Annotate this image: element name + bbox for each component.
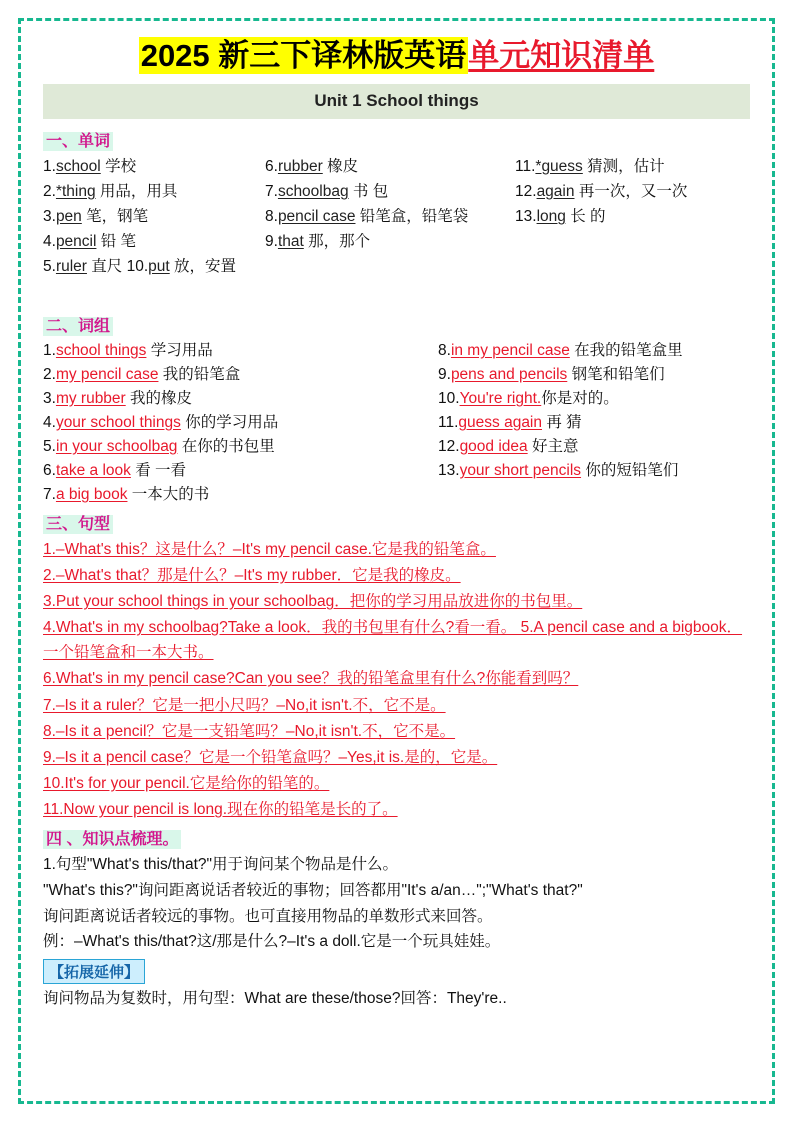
unit-subtitle: Unit 1 School things	[43, 84, 750, 119]
phrase-cn: 我的铅笔盒	[162, 365, 241, 383]
section-heading-notes	[43, 826, 750, 849]
word-cell	[43, 229, 265, 254]
phrase-cn: 你的短铅笔们	[585, 461, 679, 479]
word-cn: 书 包	[352, 182, 389, 200]
phrase-item	[438, 435, 750, 459]
word-cn: 铅 笔	[100, 233, 137, 251]
phrase-en: school things	[55, 341, 147, 359]
word-en: rubber	[277, 157, 323, 175]
word-number: 8.	[265, 207, 278, 225]
phrase-cn: 再 猜	[546, 413, 582, 431]
sentence-item: 6.What's in my pencil case?Can you see？我的铅笔盒里有什么?你能看到吗？	[43, 670, 579, 688]
phrase-cn: 在你的书包里	[181, 437, 275, 455]
phrase-item	[438, 411, 750, 435]
sentence-item: 3.Put your school things in your schoolbag．把你的学习用品放进你的书包里。	[43, 593, 583, 611]
word-en: pencil case	[277, 207, 356, 225]
phrase-item	[43, 339, 438, 363]
word-en: schoolbag	[277, 182, 349, 200]
phrase-item	[43, 459, 438, 483]
word-en: school	[55, 157, 101, 175]
word-number: 10.	[126, 258, 149, 276]
phrase-en: a big book	[55, 485, 128, 503]
note-item: 例：–What's this/that?这/那是什么?–It's a doll.它是一个玩具娃娃。	[43, 933, 501, 951]
page-content	[43, 37, 750, 1091]
word-cell	[265, 204, 515, 229]
word-cn: 直尺	[91, 258, 123, 276]
word-list	[43, 154, 750, 309]
sentence-item: 1.–What's this？这是什么？–It's my pencil case.它是我的铅笔盒。	[43, 540, 496, 558]
sentence-item: 4.What's in my schoolbag?Take a look．我的书包里有什么?看一看。 5.A pencil case and a bigbook．一个铅笔盒和一本大书。	[43, 619, 743, 662]
extend-text: 询问物品为复数时，用句型：What are these/those?回答：They're..	[43, 989, 507, 1007]
phrase-number: 8.	[438, 341, 451, 359]
section-heading-phrases-label: 二、词组	[43, 317, 113, 336]
sentence-item: 9.–Is it a pencil case？它是一个铅笔盒吗？–Yes,it is.是的，它是。	[43, 748, 498, 766]
phrase-list	[43, 339, 750, 507]
phrase-en: your school things	[55, 413, 181, 431]
phrase-item	[43, 435, 438, 459]
word-cn: 橡皮	[327, 157, 359, 175]
word-row	[43, 229, 750, 254]
phrase-number: 6.	[43, 461, 56, 479]
note-item: 询问距离说话者较远的事物。也可直接用物品的单数形式来回答。	[43, 907, 493, 925]
phrase-number: 13.	[438, 461, 460, 479]
phrase-item	[438, 363, 750, 387]
phrase-number: 11.	[438, 413, 459, 431]
word-en: pen	[55, 207, 82, 225]
word-en: pencil	[55, 233, 97, 251]
phrase-number: 9.	[438, 365, 451, 383]
phrase-cn: 钢笔和铅笔们	[571, 365, 665, 383]
word-row	[43, 179, 750, 204]
phrase-number: 1.	[43, 341, 56, 359]
word-cell	[43, 254, 265, 279]
phrase-en: You're right.	[459, 389, 542, 407]
phrase-item	[43, 483, 438, 507]
title-red: 单元知识清单	[468, 38, 655, 73]
phrase-en: my rubber	[55, 389, 126, 407]
sentence-item: 2.–What's that？那是什么？–It's my rubber．它是我的橡皮。	[43, 566, 461, 584]
word-cn: 再一次，又一次	[578, 182, 688, 200]
note-item: "What's this?"询问距离说话者较近的事物；回答都用"It's a/an…";"What's that?"	[43, 881, 583, 899]
phrase-cn: 你的学习用品	[185, 413, 279, 431]
page-border	[18, 18, 775, 1104]
word-cn: 猜测，估计	[587, 157, 665, 175]
phrase-en: your short pencils	[459, 461, 582, 479]
word-cn: 长 的	[570, 207, 606, 225]
word-cell	[265, 229, 515, 254]
notes-list	[43, 852, 750, 955]
word-cn: 学校	[105, 157, 137, 175]
phrase-number: 2.	[43, 365, 56, 383]
word-cell	[43, 204, 265, 229]
sentence-item: 11.Now your pencil is long.现在你的铅笔是长的了。	[43, 800, 398, 818]
phrase-number: 3.	[43, 389, 56, 407]
phrase-en: in my pencil case	[450, 341, 570, 359]
sentence-item: 8.–Is it a pencil？它是一支铅笔吗？–No,it isn't.不，它不是。	[43, 722, 456, 740]
section-heading-notes-label: 四 、知识点梳理。	[43, 830, 181, 849]
phrase-column-left	[43, 339, 438, 507]
phrase-en: my pencil case	[55, 365, 159, 383]
phrase-cn: 你是对的。	[541, 389, 619, 407]
section-heading-sentences	[43, 511, 750, 534]
word-en: put	[148, 258, 170, 276]
word-number: 11.	[515, 157, 536, 175]
phrase-number: 7.	[43, 485, 56, 503]
section-heading-phrases	[43, 313, 750, 336]
word-cell	[265, 179, 515, 204]
word-en: *guess	[535, 157, 583, 175]
word-number: 4.	[43, 233, 56, 251]
word-number: 3.	[43, 207, 56, 225]
phrase-cn: 一本大的书	[131, 485, 210, 503]
phrase-number: 10.	[438, 389, 460, 407]
word-number: 12.	[515, 182, 537, 200]
word-cell	[515, 229, 750, 254]
phrase-number: 5.	[43, 437, 56, 455]
phrase-item	[438, 339, 750, 363]
word-cell	[515, 254, 750, 279]
word-en: that	[277, 233, 304, 251]
word-en: again	[536, 182, 575, 200]
phrase-en: pens and pencils	[450, 365, 568, 383]
word-cn: 用品，用具	[99, 182, 178, 200]
extend-tag-wrap	[43, 955, 750, 986]
word-cn: 那，那个	[308, 233, 371, 251]
word-row	[43, 254, 750, 279]
phrase-en: in your schoolbag	[55, 437, 178, 455]
phrase-cn: 好主意	[531, 437, 579, 455]
note-item: 1.句型"What's this/that?"用于询问某个物品是什么。	[43, 856, 399, 874]
word-number: 9.	[265, 233, 278, 251]
word-cn: 放，安置	[174, 258, 237, 276]
phrase-item	[43, 387, 438, 411]
word-en: *thing	[55, 182, 96, 200]
word-cn: 铅笔盒，铅笔袋	[359, 207, 469, 225]
phrase-en: guess again	[458, 413, 542, 431]
section-heading-sentences-label: 三、句型	[43, 515, 113, 534]
phrase-number: 12.	[438, 437, 460, 455]
sentence-item: 10.It's for your pencil.它是给你的铅笔的。	[43, 774, 330, 792]
word-number: 7.	[265, 182, 278, 200]
word-cell	[515, 154, 750, 179]
word-number: 2.	[43, 182, 56, 200]
phrase-cn: 我的橡皮	[130, 389, 193, 407]
page-title	[43, 37, 750, 76]
word-row	[43, 154, 750, 179]
word-cell	[265, 154, 515, 179]
word-number: 6.	[265, 157, 278, 175]
word-cell	[515, 179, 750, 204]
word-en: long	[536, 207, 566, 225]
word-cell	[515, 204, 750, 229]
phrase-en: take a look	[55, 461, 131, 479]
phrase-en: good idea	[459, 437, 528, 455]
phrase-cn: 看 一看	[135, 461, 187, 479]
word-cell	[43, 154, 265, 179]
phrase-item	[438, 387, 750, 411]
extend-tag: 【拓展延伸】	[43, 959, 145, 984]
phrase-column-right	[438, 339, 750, 507]
phrase-item	[43, 363, 438, 387]
word-cell	[265, 254, 515, 279]
title-highlight: 2025 新三下译林版英语	[140, 38, 467, 73]
phrase-item	[438, 459, 750, 483]
phrase-cn: 学习用品	[150, 341, 213, 359]
word-cell	[43, 179, 265, 204]
word-number: 1.	[43, 157, 56, 175]
section-heading-words-label: 一、单词	[43, 132, 113, 151]
phrase-item	[43, 411, 438, 435]
word-en: ruler	[55, 258, 87, 276]
word-number: 13.	[515, 207, 537, 225]
section-heading-words	[43, 128, 750, 151]
phrase-number: 4.	[43, 413, 56, 431]
word-cn: 笔，钢笔	[86, 207, 149, 225]
sentence-item: 7.–Is it a ruler？它是一把小尺吗？–No,it isn't.不，它不是。	[43, 696, 446, 714]
word-row	[43, 204, 750, 229]
word-number: 5.	[43, 258, 56, 276]
phrase-cn: 在我的铅笔盒里	[574, 341, 683, 359]
sentence-list	[43, 537, 750, 822]
